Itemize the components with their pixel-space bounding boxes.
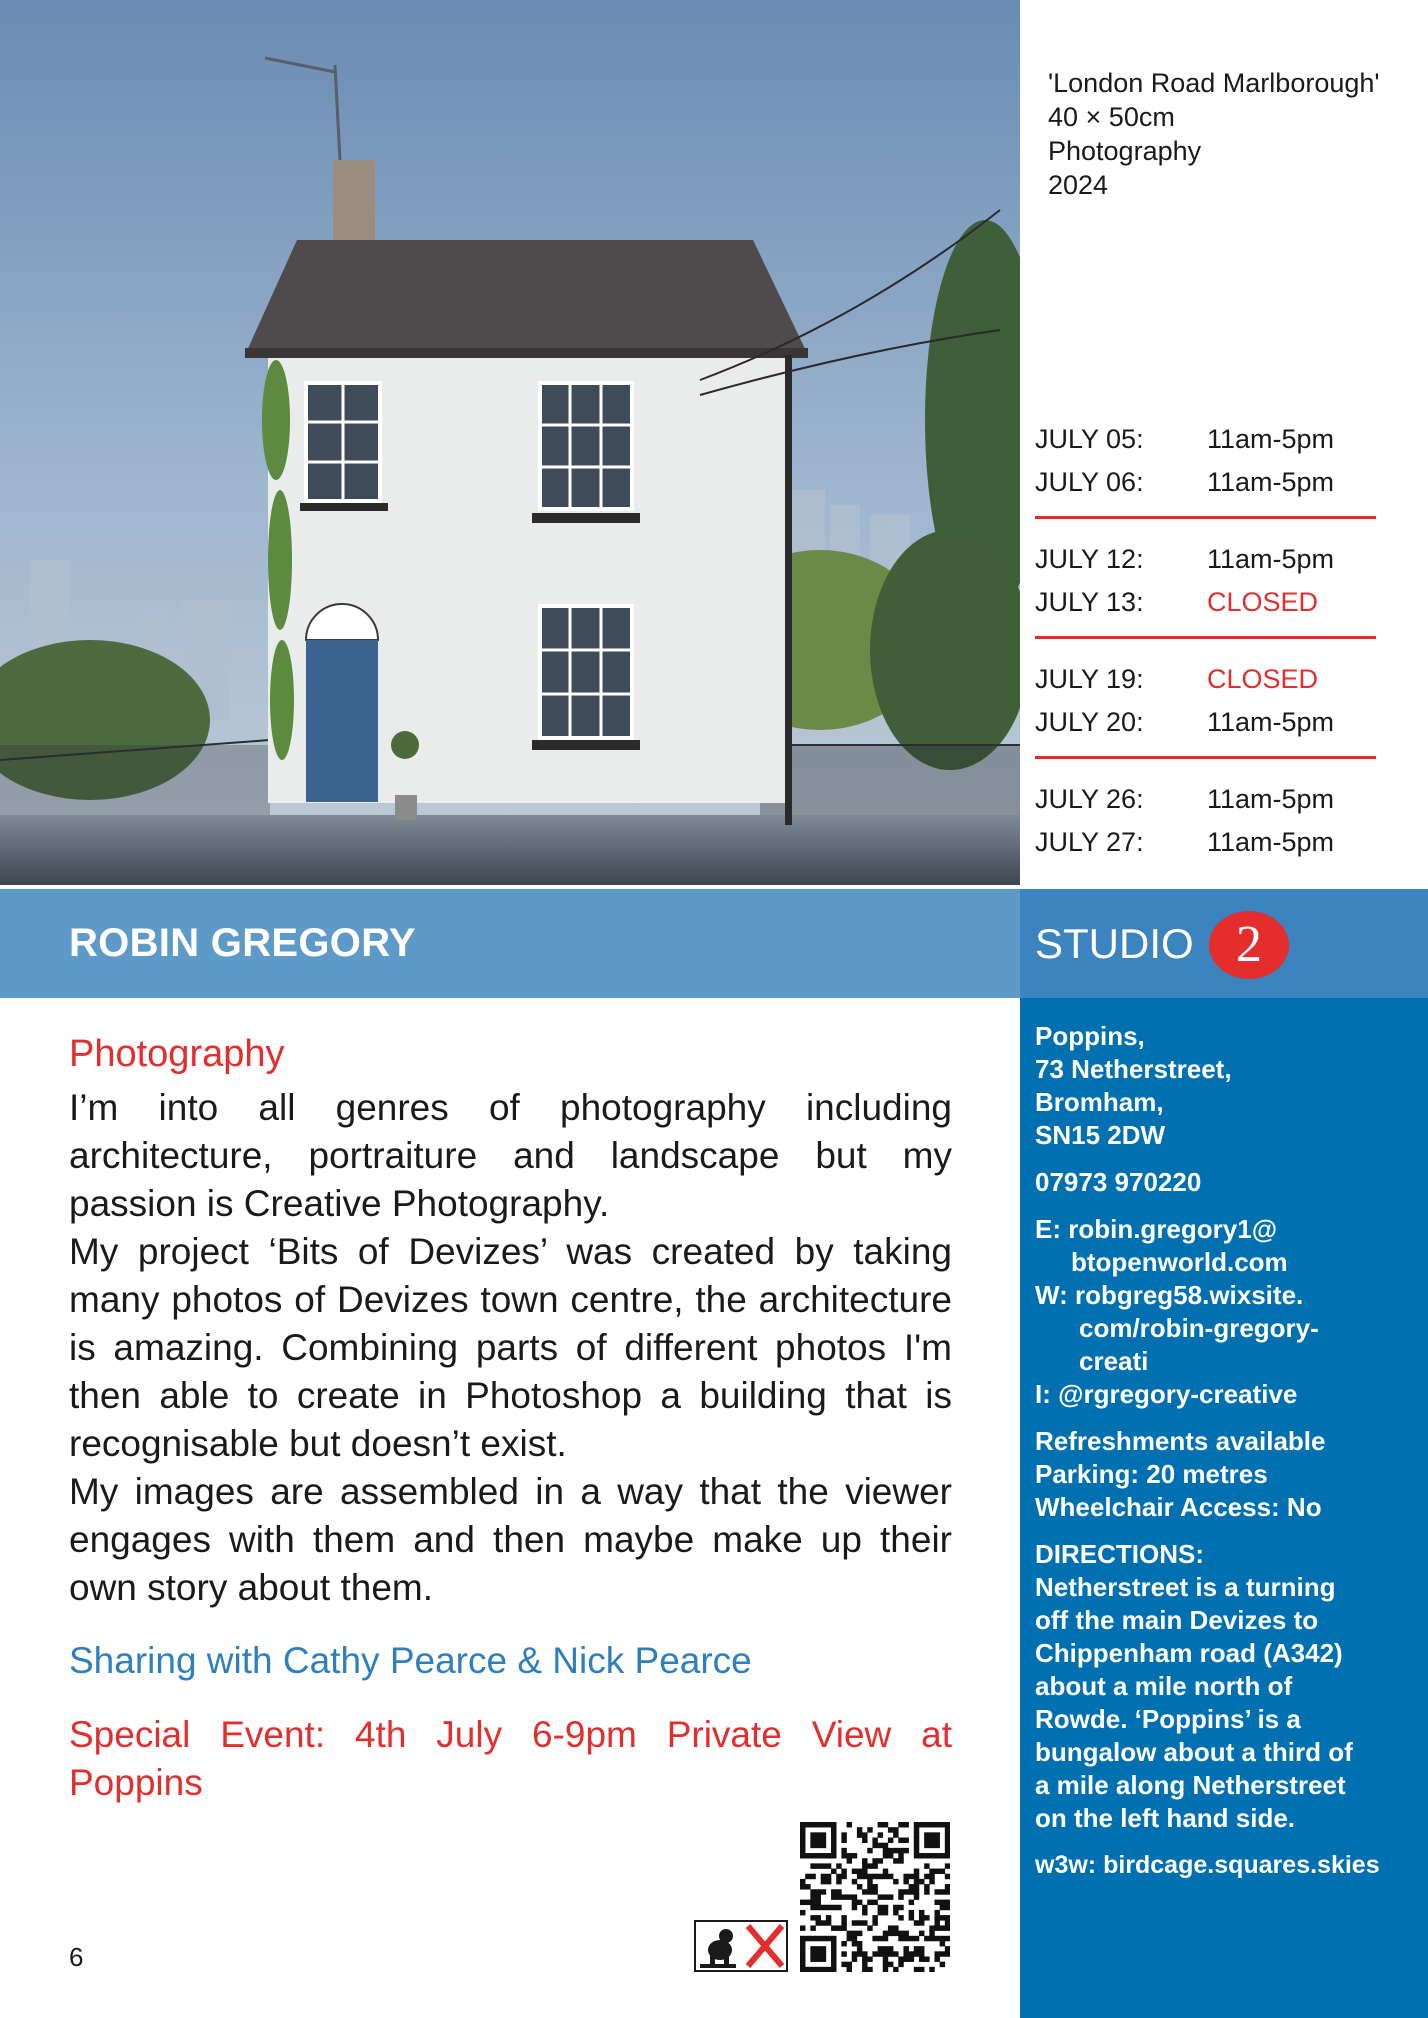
- schedule-row: [1035, 701, 1376, 744]
- studio-header: [1020, 889, 1428, 998]
- schedule-week: [1035, 538, 1376, 630]
- bio-paragraph: My images are assembled in a way that the viewer engages with them and then maybe make up their own story about them.: [69, 1471, 952, 1608]
- directions-line: Rowde. ‘Poppins’ is a: [1035, 1704, 1301, 1734]
- schedule-day: JULY 19:: [1035, 664, 1144, 694]
- schedule-day: JULY 12:: [1035, 544, 1144, 574]
- studio-label: STUDIO: [1035, 920, 1194, 967]
- no-dogs-icon: [694, 1920, 788, 1972]
- refreshments: Refreshments available: [1035, 1426, 1326, 1456]
- artist-name: ROBIN GREGORY: [69, 921, 416, 965]
- directions-label: DIRECTIONS:: [1035, 1539, 1204, 1569]
- schedule-week: [1035, 778, 1376, 870]
- facilities: [1035, 1425, 1415, 1524]
- schedule-day: JULY 05:: [1035, 424, 1144, 454]
- address-line: Bromham,: [1035, 1087, 1164, 1117]
- schedule-row: [1035, 461, 1376, 504]
- artwork-medium: Photography: [1048, 136, 1202, 166]
- studio-info-panel: [1020, 998, 1428, 2018]
- instagram-link[interactable]: I: @rgregory-creative: [1035, 1379, 1298, 1409]
- directions-line: off the main Devizes to: [1035, 1605, 1319, 1635]
- artwork-title: 'London Road Marlborough': [1048, 68, 1380, 98]
- what3words[interactable]: w3w: birdcage.squares.skies: [1035, 1851, 1380, 1879]
- address-line: 73 Netherstreet,: [1035, 1054, 1232, 1084]
- schedule-row: [1035, 821, 1376, 864]
- schedule-hours: 11am-5pm: [1207, 707, 1335, 737]
- directions-line: Netherstreet is a turning: [1035, 1572, 1336, 1602]
- artwork-size: 40 × 50cm: [1048, 102, 1175, 132]
- email-link[interactable]: E: robin.gregory1@: [1035, 1214, 1278, 1244]
- studio-number-badge: 2: [1209, 911, 1289, 979]
- parking: Parking: 20 metres: [1035, 1459, 1268, 1489]
- schedule-row: [1035, 418, 1376, 461]
- artist-description: [69, 1030, 952, 1807]
- artwork-year: 2024: [1048, 170, 1109, 200]
- artist-category: Photography: [69, 1033, 285, 1075]
- schedule-divider: [1035, 516, 1376, 519]
- address-line: Poppins,: [1035, 1021, 1145, 1051]
- address: [1035, 1020, 1415, 1152]
- schedule-divider: [1035, 756, 1376, 759]
- schedule-day: JULY 27:: [1035, 827, 1144, 857]
- schedule-row: [1035, 778, 1376, 821]
- special-event: Special Event: 4th July 6-9pm Private View at Poppins: [69, 1714, 952, 1803]
- page-number: 6: [69, 1942, 84, 1972]
- schedule-hours: 11am-5pm: [1207, 424, 1335, 454]
- website-link-cont[interactable]: creati: [1079, 1346, 1149, 1376]
- schedule-hours: 11am-5pm: [1207, 467, 1335, 497]
- artwork-photo: [0, 0, 1020, 885]
- schedule-closed: CLOSED: [1207, 664, 1319, 694]
- bio-paragraph: I’m into all genres of photography including architecture, portraiture and landscape but my passion is Creative Photography.: [69, 1087, 952, 1224]
- bio-paragraph: My project ‘Bits of Devizes’ was created by taking many photos of Devizes town centre, the architecture is amazing. Combining parts of different photos I'm then able to create in Photoshop a building that is recognisable but doesn’t exist.: [69, 1231, 952, 1464]
- address-line: SN15 2DW: [1035, 1120, 1166, 1150]
- directions-line: a mile along Netherstreet: [1035, 1770, 1346, 1800]
- website-link[interactable]: W: robgreg58.wixsite.: [1035, 1280, 1304, 1310]
- opening-schedule: [1035, 418, 1376, 870]
- schedule-closed: CLOSED: [1207, 587, 1319, 617]
- schedule-row: [1035, 581, 1376, 624]
- sharing-note: Sharing with Cathy Pearce & Nick Pearce: [69, 1640, 752, 1681]
- phone[interactable]: 07973 970220: [1035, 1167, 1202, 1197]
- schedule-row: [1035, 658, 1376, 701]
- schedule-day: JULY 06:: [1035, 467, 1144, 497]
- qr-code[interactable]: [800, 1822, 950, 1972]
- schedule-day: JULY 26:: [1035, 784, 1144, 814]
- schedule-hours: 11am-5pm: [1207, 827, 1335, 857]
- schedule-hours: 11am-5pm: [1207, 784, 1335, 814]
- directions-line: on the left hand side.: [1035, 1803, 1296, 1833]
- artist-header: [0, 889, 1020, 998]
- directions-line: Chippenham road (A342): [1035, 1638, 1343, 1668]
- directions-line: about a mile north of: [1035, 1671, 1293, 1701]
- artwork-caption: [1048, 66, 1380, 202]
- website-link-cont[interactable]: com/robin-gregory-: [1079, 1313, 1319, 1343]
- schedule-day: JULY 13:: [1035, 587, 1144, 617]
- directions: [1035, 1538, 1415, 1835]
- schedule-hours: 11am-5pm: [1207, 544, 1335, 574]
- schedule-week: [1035, 418, 1376, 510]
- schedule-divider: [1035, 636, 1376, 639]
- wheelchair-access: Wheelchair Access: No: [1035, 1492, 1322, 1522]
- directions-line: bungalow about a third of: [1035, 1737, 1353, 1767]
- schedule-day: JULY 20:: [1035, 707, 1144, 737]
- email-link-cont[interactable]: btopenworld.com: [1071, 1247, 1288, 1277]
- contact-links: [1035, 1213, 1415, 1411]
- schedule-row: [1035, 538, 1376, 581]
- schedule-week: [1035, 658, 1376, 750]
- artist-bio: [69, 1084, 952, 1612]
